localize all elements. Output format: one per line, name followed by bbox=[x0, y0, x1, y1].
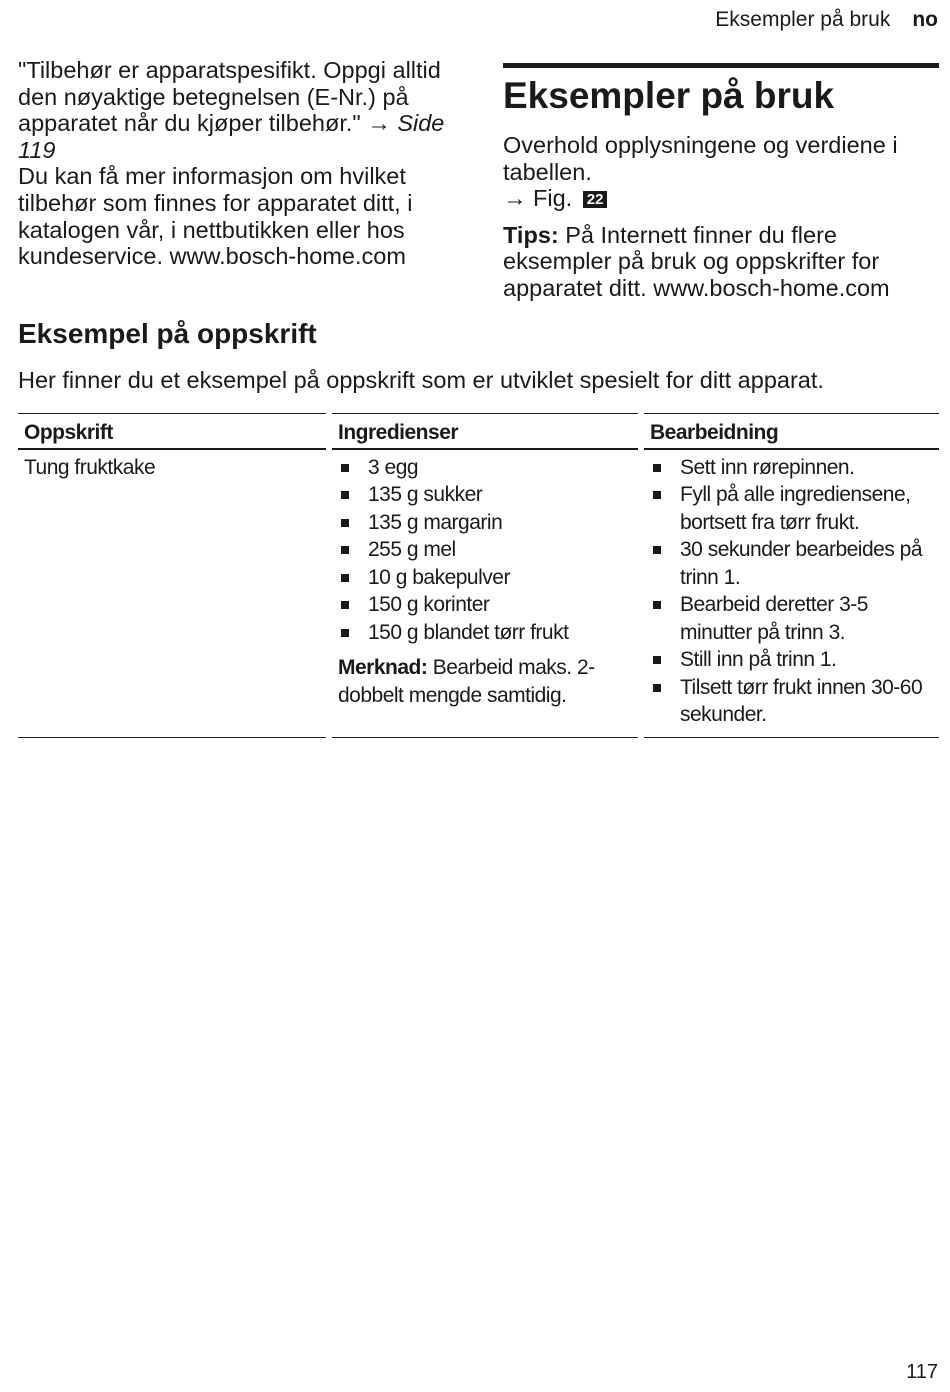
column-header-recipe: Oppskrift bbox=[18, 414, 329, 449]
list-item: 10 g bakepulver bbox=[338, 564, 632, 592]
processing-cell bbox=[641, 449, 939, 738]
list-item: Sett inn rørepinnen. bbox=[650, 454, 933, 482]
figure-reference[interactable] bbox=[503, 185, 939, 212]
arrow-icon: → bbox=[503, 185, 527, 212]
step-list bbox=[650, 454, 933, 729]
list-item: Bearbeid deretter 3-5 minutter på trinn 3. bbox=[650, 591, 933, 646]
note-text: Bearbeid maks. 2-dobbelt mengde samtidig. bbox=[338, 656, 595, 707]
figure-label: Fig. bbox=[533, 185, 573, 212]
tips-label: Tips: bbox=[503, 221, 559, 248]
note-label: Merknad: bbox=[338, 656, 428, 679]
page-number: 117 bbox=[906, 1361, 938, 1383]
header-section-title: Eksempler på bruk bbox=[715, 8, 891, 31]
table-header-row bbox=[18, 414, 939, 449]
recipe-heading: Eksempel på oppskrift bbox=[18, 318, 317, 349]
page-reference-link[interactable]: Side 119 bbox=[18, 110, 445, 163]
table-row bbox=[18, 449, 939, 738]
list-item: 135 g margarin bbox=[338, 509, 632, 537]
accessory-text: "Tilbehør er apparatspesifikt. Oppgi alltid den nøyaktige betegnelsen (E-Nr.) på apparatet når du kjøper tilbehør." bbox=[18, 57, 441, 137]
right-column bbox=[503, 63, 939, 302]
list-item: 3 egg bbox=[338, 454, 632, 482]
list-item: 30 sekunder bearbeides på trinn 1. bbox=[650, 536, 933, 591]
left-column bbox=[18, 57, 468, 270]
list-item: 255 g mel bbox=[338, 536, 632, 564]
recipe-table bbox=[18, 413, 939, 738]
instruction-text: Overhold opplysningene og verdiene i tabellen. bbox=[503, 132, 898, 185]
list-item: Fyll på alle ingrediensene, bortsett fra tørr frukt. bbox=[650, 481, 933, 536]
list-item: 150 g blandet tørr frukt bbox=[338, 619, 632, 647]
recipe-intro: Her finner du et eksempel på oppskrift som er utviklet spesielt for ditt apparat. bbox=[18, 367, 824, 393]
website-link[interactable]: www.bosch-home.com bbox=[169, 243, 406, 270]
accessory-paragraph bbox=[18, 57, 468, 163]
column-header-ingredients: Ingredienser bbox=[329, 414, 641, 449]
page-header bbox=[715, 8, 938, 32]
ingredient-list bbox=[338, 454, 632, 647]
list-item: Tilsett tørr frukt innen 30-60 sekunder. bbox=[650, 674, 933, 729]
list-item: 150 g korinter bbox=[338, 591, 632, 619]
ingredients-cell bbox=[329, 449, 641, 738]
info-paragraph bbox=[18, 163, 468, 269]
column-header-processing: Bearbeidning bbox=[641, 414, 939, 449]
info-text: Du kan få mer informasjon om hvilket tilbehør som finnes for apparatet ditt, i katalogen vår, i nettbutikken eller hos kundeservice. bbox=[18, 163, 413, 270]
heading-rule bbox=[503, 63, 939, 68]
section-title: Eksempler på bruk bbox=[503, 75, 835, 116]
note-paragraph bbox=[338, 654, 632, 709]
tips-text: På Internett finner du flere eksempler på bruk og oppskrifter for apparatet ditt. www.bosch-home.com bbox=[503, 221, 890, 301]
list-item: 135 g sukker bbox=[338, 481, 632, 509]
figure-number-badge: 22 bbox=[583, 191, 608, 208]
arrow-icon: → bbox=[367, 110, 391, 137]
recipe-name-cell: Tung fruktkake bbox=[18, 449, 329, 738]
tips-paragraph bbox=[503, 222, 939, 302]
language-code: no bbox=[912, 8, 938, 31]
list-item: Still inn på trinn 1. bbox=[650, 646, 933, 674]
